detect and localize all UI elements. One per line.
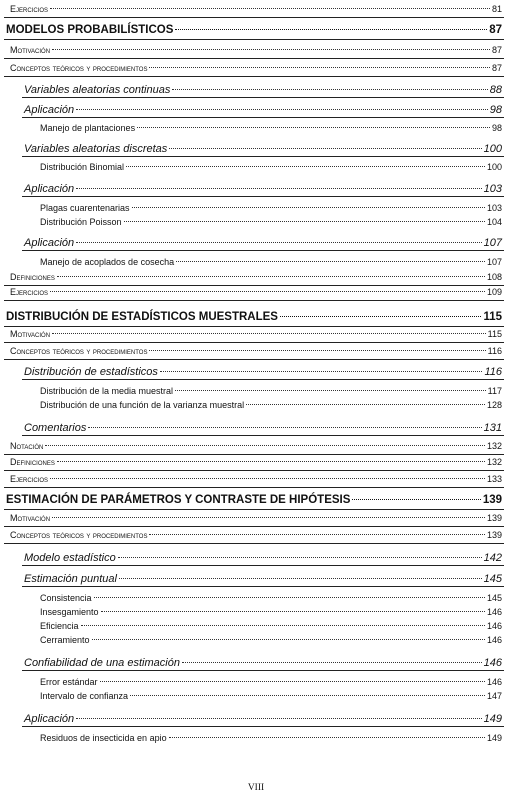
toc-entry-title: Comentarios (24, 422, 87, 434)
toc-entry (24, 573, 502, 585)
entry-underline (4, 285, 504, 286)
toc-entry (10, 45, 502, 55)
toc-entry (40, 123, 502, 133)
toc-entry-title: Aplicación (24, 713, 75, 725)
dot-leader (246, 404, 485, 405)
toc-entry-title: Estimación puntual (24, 573, 117, 585)
toc-entry (40, 733, 502, 743)
toc-entry-page: 98 (491, 123, 502, 133)
toc-entry-page: 146 (486, 677, 502, 687)
dot-leader (57, 276, 485, 277)
entry-underline (4, 487, 504, 488)
dot-leader (132, 207, 485, 208)
toc-entry-page: 145 (486, 593, 502, 603)
entry-underline (4, 359, 504, 360)
toc-entry (10, 4, 502, 14)
toc-entry-page: 107 (486, 257, 502, 267)
entry-underline (4, 470, 504, 471)
toc-entry-page: 87 (491, 45, 502, 55)
toc-entry-title: Modelo estadístico (24, 552, 116, 564)
toc-entry-page: 133 (486, 474, 502, 484)
toc-entry-title: Motivación (10, 329, 51, 339)
entry-underline (22, 726, 504, 727)
toc-entry (40, 593, 502, 603)
toc-entry-title: Insesgamiento (40, 607, 99, 617)
toc-entry-page: 139 (486, 513, 502, 523)
toc-entry-page: 107 (483, 237, 502, 249)
dot-leader (176, 261, 485, 262)
toc-entry-page: 132 (486, 457, 502, 467)
entry-underline (4, 17, 504, 18)
dot-leader (352, 499, 480, 500)
entry-underline (22, 435, 504, 436)
dot-leader (57, 461, 485, 462)
dot-leader (76, 242, 482, 243)
dot-leader (124, 221, 485, 222)
toc-entry-title: Distribución Binomial (40, 162, 125, 172)
entry-underline (4, 509, 504, 510)
dot-leader (76, 109, 488, 110)
toc-entry-page: 109 (486, 287, 502, 297)
dot-leader (50, 478, 485, 479)
toc-entry-title: Manejo de plantaciones (40, 123, 136, 133)
toc-entry-page: 81 (491, 4, 502, 14)
toc-entry-page: 146 (486, 607, 502, 617)
toc-entry (24, 713, 502, 725)
entry-underline (22, 196, 504, 197)
toc-entry-page: 108 (486, 272, 502, 282)
entry-underline (22, 117, 504, 118)
toc-entry (40, 691, 502, 701)
toc-entry-title: Manejo de acoplados de cosecha (40, 257, 175, 267)
toc-entry-title: Distribución de estadísticos (24, 366, 158, 378)
toc-entry-page: 103 (483, 183, 502, 195)
dot-leader (149, 350, 485, 351)
toc-chapter-entry (6, 494, 502, 506)
toc-entry-title: Definiciones (10, 457, 55, 467)
toc-entry (40, 400, 502, 410)
toc-entry (40, 203, 502, 213)
entry-underline (4, 342, 504, 343)
dot-leader (76, 718, 482, 719)
dot-leader (52, 333, 486, 334)
toc-entry-page: 146 (486, 621, 502, 631)
toc-entry-page: 116 (487, 346, 502, 356)
toc-entry-title: Consistencia (40, 593, 92, 603)
dot-leader (100, 681, 485, 682)
dot-leader (169, 148, 481, 149)
dot-leader (175, 29, 487, 30)
toc-entry (10, 272, 502, 282)
entry-underline (4, 526, 504, 527)
toc-entry (24, 422, 502, 434)
toc-entry (10, 530, 502, 540)
page-number-footer: VIII (247, 783, 265, 793)
entry-underline (22, 250, 504, 251)
entry-underline (22, 670, 504, 671)
dot-leader (182, 662, 482, 663)
toc-entry (40, 217, 502, 227)
toc-entry (24, 237, 502, 249)
toc-entry-title: Conceptos teóricos y procedimientos (10, 63, 148, 73)
toc-entry-page: 104 (486, 217, 502, 227)
toc-entry-title: Aplicación (24, 183, 75, 195)
toc-entry-page: 149 (483, 713, 502, 725)
toc-entry-title: Cerramiento (40, 635, 90, 645)
toc-entry (40, 386, 502, 396)
toc-entry-page: 139 (482, 494, 502, 506)
entry-underline (22, 379, 504, 380)
toc-entry-page: 117 (487, 386, 502, 396)
toc-entry-page: 87 (491, 63, 502, 73)
entry-underline (4, 39, 504, 40)
toc-entry (24, 657, 502, 669)
toc-entry-page: 128 (486, 400, 502, 410)
toc-entry (24, 183, 502, 195)
toc-entry-title: Conceptos teóricos y procedimientos (10, 530, 148, 540)
toc-entry-page: 100 (483, 143, 502, 155)
toc-entry (10, 474, 502, 484)
dot-leader (52, 517, 485, 518)
toc-entry (24, 366, 502, 378)
dot-leader (172, 89, 487, 90)
toc-entry-page: 131 (483, 422, 502, 434)
toc-entry (24, 552, 502, 564)
dot-leader (137, 127, 490, 128)
dot-leader (92, 639, 485, 640)
dot-leader (50, 291, 485, 292)
dot-leader (149, 67, 490, 68)
dot-leader (118, 557, 482, 558)
toc-entry (10, 513, 502, 523)
toc-entry-page: 132 (486, 441, 502, 451)
toc-entry-page: 146 (486, 635, 502, 645)
toc-entry-page: 103 (486, 203, 502, 213)
toc-entry (40, 677, 502, 687)
toc-entry (40, 257, 502, 267)
dot-leader (94, 597, 485, 598)
toc-entry-title: MODELOS PROBABILÍSTICOS (6, 24, 174, 36)
entry-underline (4, 454, 504, 455)
toc-entry (24, 104, 502, 116)
toc-entry-title: Confiabilidad de una estimación (24, 657, 180, 669)
toc-entry-page: 100 (486, 162, 502, 172)
dot-leader (45, 445, 485, 446)
toc-entry (40, 621, 502, 631)
toc-entry-title: Ejercicios (10, 4, 49, 14)
toc-entry-page: 115 (487, 329, 502, 339)
dot-leader (126, 166, 485, 167)
toc-entry-title: ESTIMACIÓN DE PARÁMETROS Y CONTRASTE DE HIPÓTESIS (6, 494, 351, 506)
toc-entry (40, 162, 502, 172)
toc-entry-page: 98 (489, 104, 502, 116)
entry-underline (4, 76, 504, 77)
dot-leader (88, 427, 481, 428)
entry-underline (4, 326, 504, 327)
entry-underline (22, 97, 504, 98)
dot-leader (160, 371, 483, 372)
toc-entry-page: 145 (483, 573, 502, 585)
toc-entry (10, 457, 502, 467)
toc-entry (10, 63, 502, 73)
dot-leader (175, 390, 486, 391)
dot-leader (52, 49, 490, 50)
toc-entry-page: 87 (489, 24, 502, 36)
toc-entry-page: 116 (484, 366, 502, 378)
toc-entry-title: Distribución de una función de la varianza muestral (40, 400, 245, 410)
entry-underline (22, 156, 504, 157)
toc-entry-title: Variables aleatorias discretas (24, 143, 168, 155)
toc-entry-title: Intervalo de confianza (40, 691, 129, 701)
entry-underline (22, 565, 504, 566)
toc-entry-title: Motivación (10, 513, 51, 523)
entry-underline (4, 543, 504, 544)
toc-entry-title: Ejercicios (10, 287, 49, 297)
toc-entry-page: 149 (486, 733, 502, 743)
toc-entry-title: Variables aleatorias continuas (24, 84, 171, 96)
dot-leader (149, 534, 485, 535)
toc-entry-title: Distribución de la media muestral (40, 386, 174, 396)
toc-entry-page: 147 (486, 691, 502, 701)
toc-entry (40, 607, 502, 617)
dot-leader (50, 8, 490, 9)
toc-entry-title: Definiciones (10, 272, 55, 282)
dot-leader (76, 188, 482, 189)
toc-entry-title: Residuos de insecticida en apio (40, 733, 167, 743)
dot-leader (280, 316, 481, 317)
entry-underline (4, 300, 504, 301)
toc-entry (24, 84, 502, 96)
toc-chapter-entry (6, 311, 502, 323)
toc-entry-title: Motivación (10, 45, 51, 55)
toc-entry-title: Ejercicios (10, 474, 49, 484)
entry-underline (22, 586, 504, 587)
toc-entry-page: 88 (489, 84, 502, 96)
toc-entry (10, 287, 502, 297)
dot-leader (81, 625, 485, 626)
toc-entry-title: Plagas cuarentenarias (40, 203, 130, 213)
dot-leader (130, 695, 485, 696)
toc-entry-title: Eficiencia (40, 621, 79, 631)
toc-entry-title: Aplicación (24, 104, 75, 116)
entry-underline (4, 58, 504, 59)
toc-entry-page: 139 (486, 530, 502, 540)
toc-entry-page: 142 (483, 552, 502, 564)
toc-entry (10, 441, 502, 451)
toc-entry-title: Aplicación (24, 237, 75, 249)
dot-leader (169, 737, 485, 738)
dot-leader (101, 611, 485, 612)
toc-entry-title: Conceptos teóricos y procedimientos (10, 346, 148, 356)
toc-entry-page: 146 (483, 657, 502, 669)
toc-entry (10, 329, 502, 339)
toc-entry-title: Distribución Poisson (40, 217, 122, 227)
toc-entry (24, 143, 502, 155)
toc-entry-title: DISTRIBUCIÓN DE ESTADÍSTICOS MUESTRALES (6, 311, 278, 323)
toc-chapter-entry (6, 24, 502, 36)
toc-entry-title: Notación (10, 441, 44, 451)
toc-entry-page: 115 (483, 311, 502, 323)
toc-entry-title: Error estándar (40, 677, 98, 687)
toc-entry (40, 635, 502, 645)
toc-entry (10, 346, 502, 356)
dot-leader (119, 578, 482, 579)
